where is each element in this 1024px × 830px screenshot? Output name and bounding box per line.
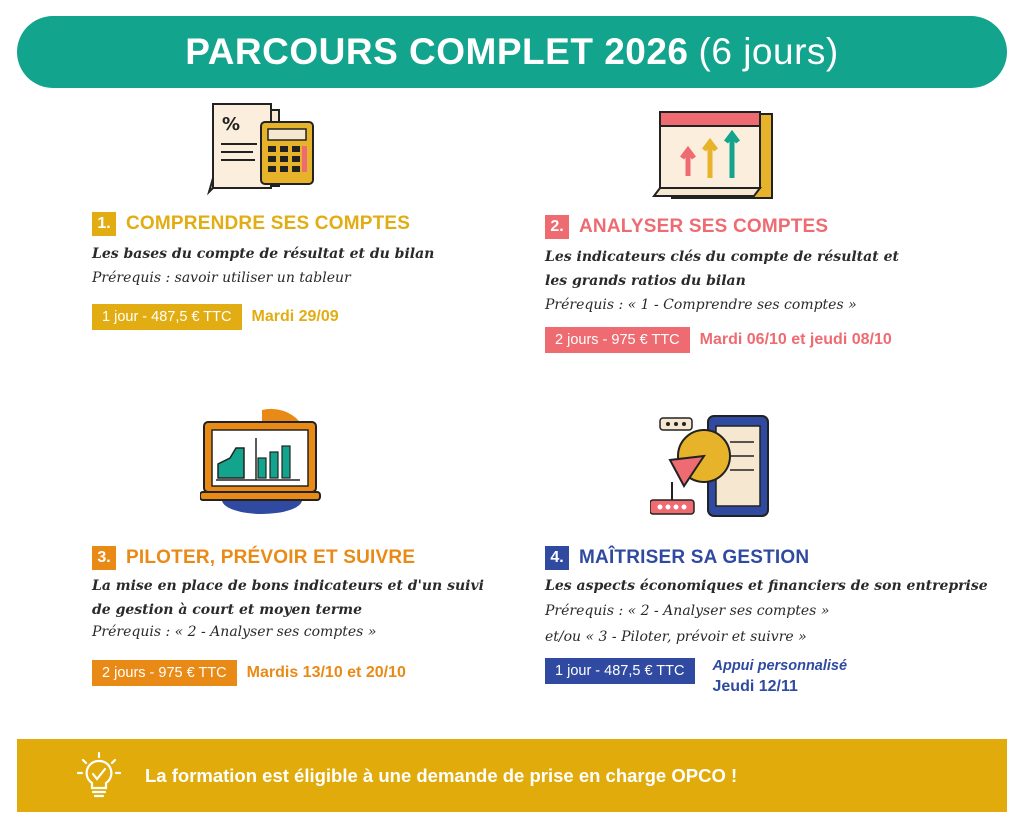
module-prerequisite: [545, 598, 1005, 650]
module-description: [545, 574, 1005, 598]
module-number: 3.: [92, 546, 116, 570]
module-dates: Jeudi 12/11: [712, 678, 798, 695]
svg-text:%: %: [222, 114, 241, 135]
module-price-badge: 1 jour - 487,5 € TTC: [92, 304, 242, 330]
module-card-1: [92, 212, 512, 330]
calculator-document-icon: [205, 100, 325, 195]
module-schedule: [713, 658, 848, 696]
module-price-row: [92, 304, 512, 330]
module-card-2: [545, 215, 1005, 353]
module-description-line: La mise en place de bons indicateurs et d'un suivi: [92, 578, 484, 594]
module-title: PILOTER, PRÉVOIR ET SUIVRE: [126, 547, 416, 568]
footer-text: La formation est éligible à une demande de prise en charge OPCO !: [145, 764, 738, 786]
module-dates: Mardis 13/10 et 20/10: [246, 664, 406, 681]
module-price-badge: 2 jours - 975 € TTC: [545, 327, 690, 353]
module-price-row: [545, 658, 1005, 696]
lightbulb-check-icon: [77, 752, 121, 800]
module-number: 2.: [545, 215, 569, 239]
page-title: PARCOURS COMPLET 2026: [185, 31, 689, 72]
module-prerequisite-line: et/ou « 3 - Piloter, prévoir et suivre »: [545, 629, 807, 645]
module-prerequisite-line: Prérequis : « 1 - Comprendre ses comptes »: [545, 297, 857, 313]
module-card-4: [545, 546, 1005, 696]
growth-chart-board-icon: [650, 108, 780, 204]
module-description: [92, 242, 512, 266]
module-prerequisite: [92, 622, 512, 642]
page-duration: (6 jours): [698, 31, 839, 72]
module-number: 1.: [92, 212, 116, 236]
module-title-row: [92, 212, 512, 236]
module-description: [545, 245, 1005, 293]
module-title-row: [545, 546, 1005, 570]
phone-pie-chart-icon: [650, 412, 775, 520]
module-price-row: [92, 660, 512, 686]
laptop-dashboard-icon: [200, 408, 325, 518]
page-title-banner: [17, 16, 1007, 88]
module-title-row: [92, 546, 512, 570]
module-description: [92, 574, 512, 622]
module-description-line: Les bases du compte de résultat et du bilan: [92, 246, 435, 262]
module-description-line: Les indicateurs clés du compte de résultat et: [545, 249, 899, 265]
module-price-row: [545, 327, 1005, 353]
module-prerequisite-line: Prérequis : savoir utiliser un tableur: [92, 270, 351, 286]
module-prerequisite: [545, 293, 1005, 317]
module-prerequisite: [92, 266, 512, 290]
module-prerequisite-line: Prérequis : « 2 - Analyser ses comptes »: [545, 603, 830, 619]
module-price-badge: 1 jour - 487,5 € TTC: [545, 658, 695, 684]
module-description-line: de gestion à court et moyen terme: [92, 602, 362, 618]
module-title-row: [545, 215, 1005, 239]
module-prerequisite-line: Prérequis : « 2 - Analyser ses comptes »: [92, 624, 377, 640]
module-title: ANALYSER SES COMPTES: [579, 216, 829, 237]
module-price-badge: 2 jours - 975 € TTC: [92, 660, 237, 686]
module-note: Appui personnalisé: [712, 658, 848, 674]
module-description-line: Les aspects économiques et financiers de son entreprise: [545, 578, 988, 594]
module-card-3: [92, 546, 512, 686]
module-dates: Mardi 06/10 et jeudi 08/10: [699, 331, 892, 348]
module-description-line: les grands ratios du bilan: [545, 273, 746, 289]
opco-footer-banner: [17, 739, 1007, 812]
module-dates: Mardi 29/09: [251, 308, 339, 325]
module-title: MAÎTRISER SA GESTION: [579, 547, 810, 568]
module-title: COMPRENDRE SES COMPTES: [126, 213, 411, 234]
module-number: 4.: [545, 546, 569, 570]
